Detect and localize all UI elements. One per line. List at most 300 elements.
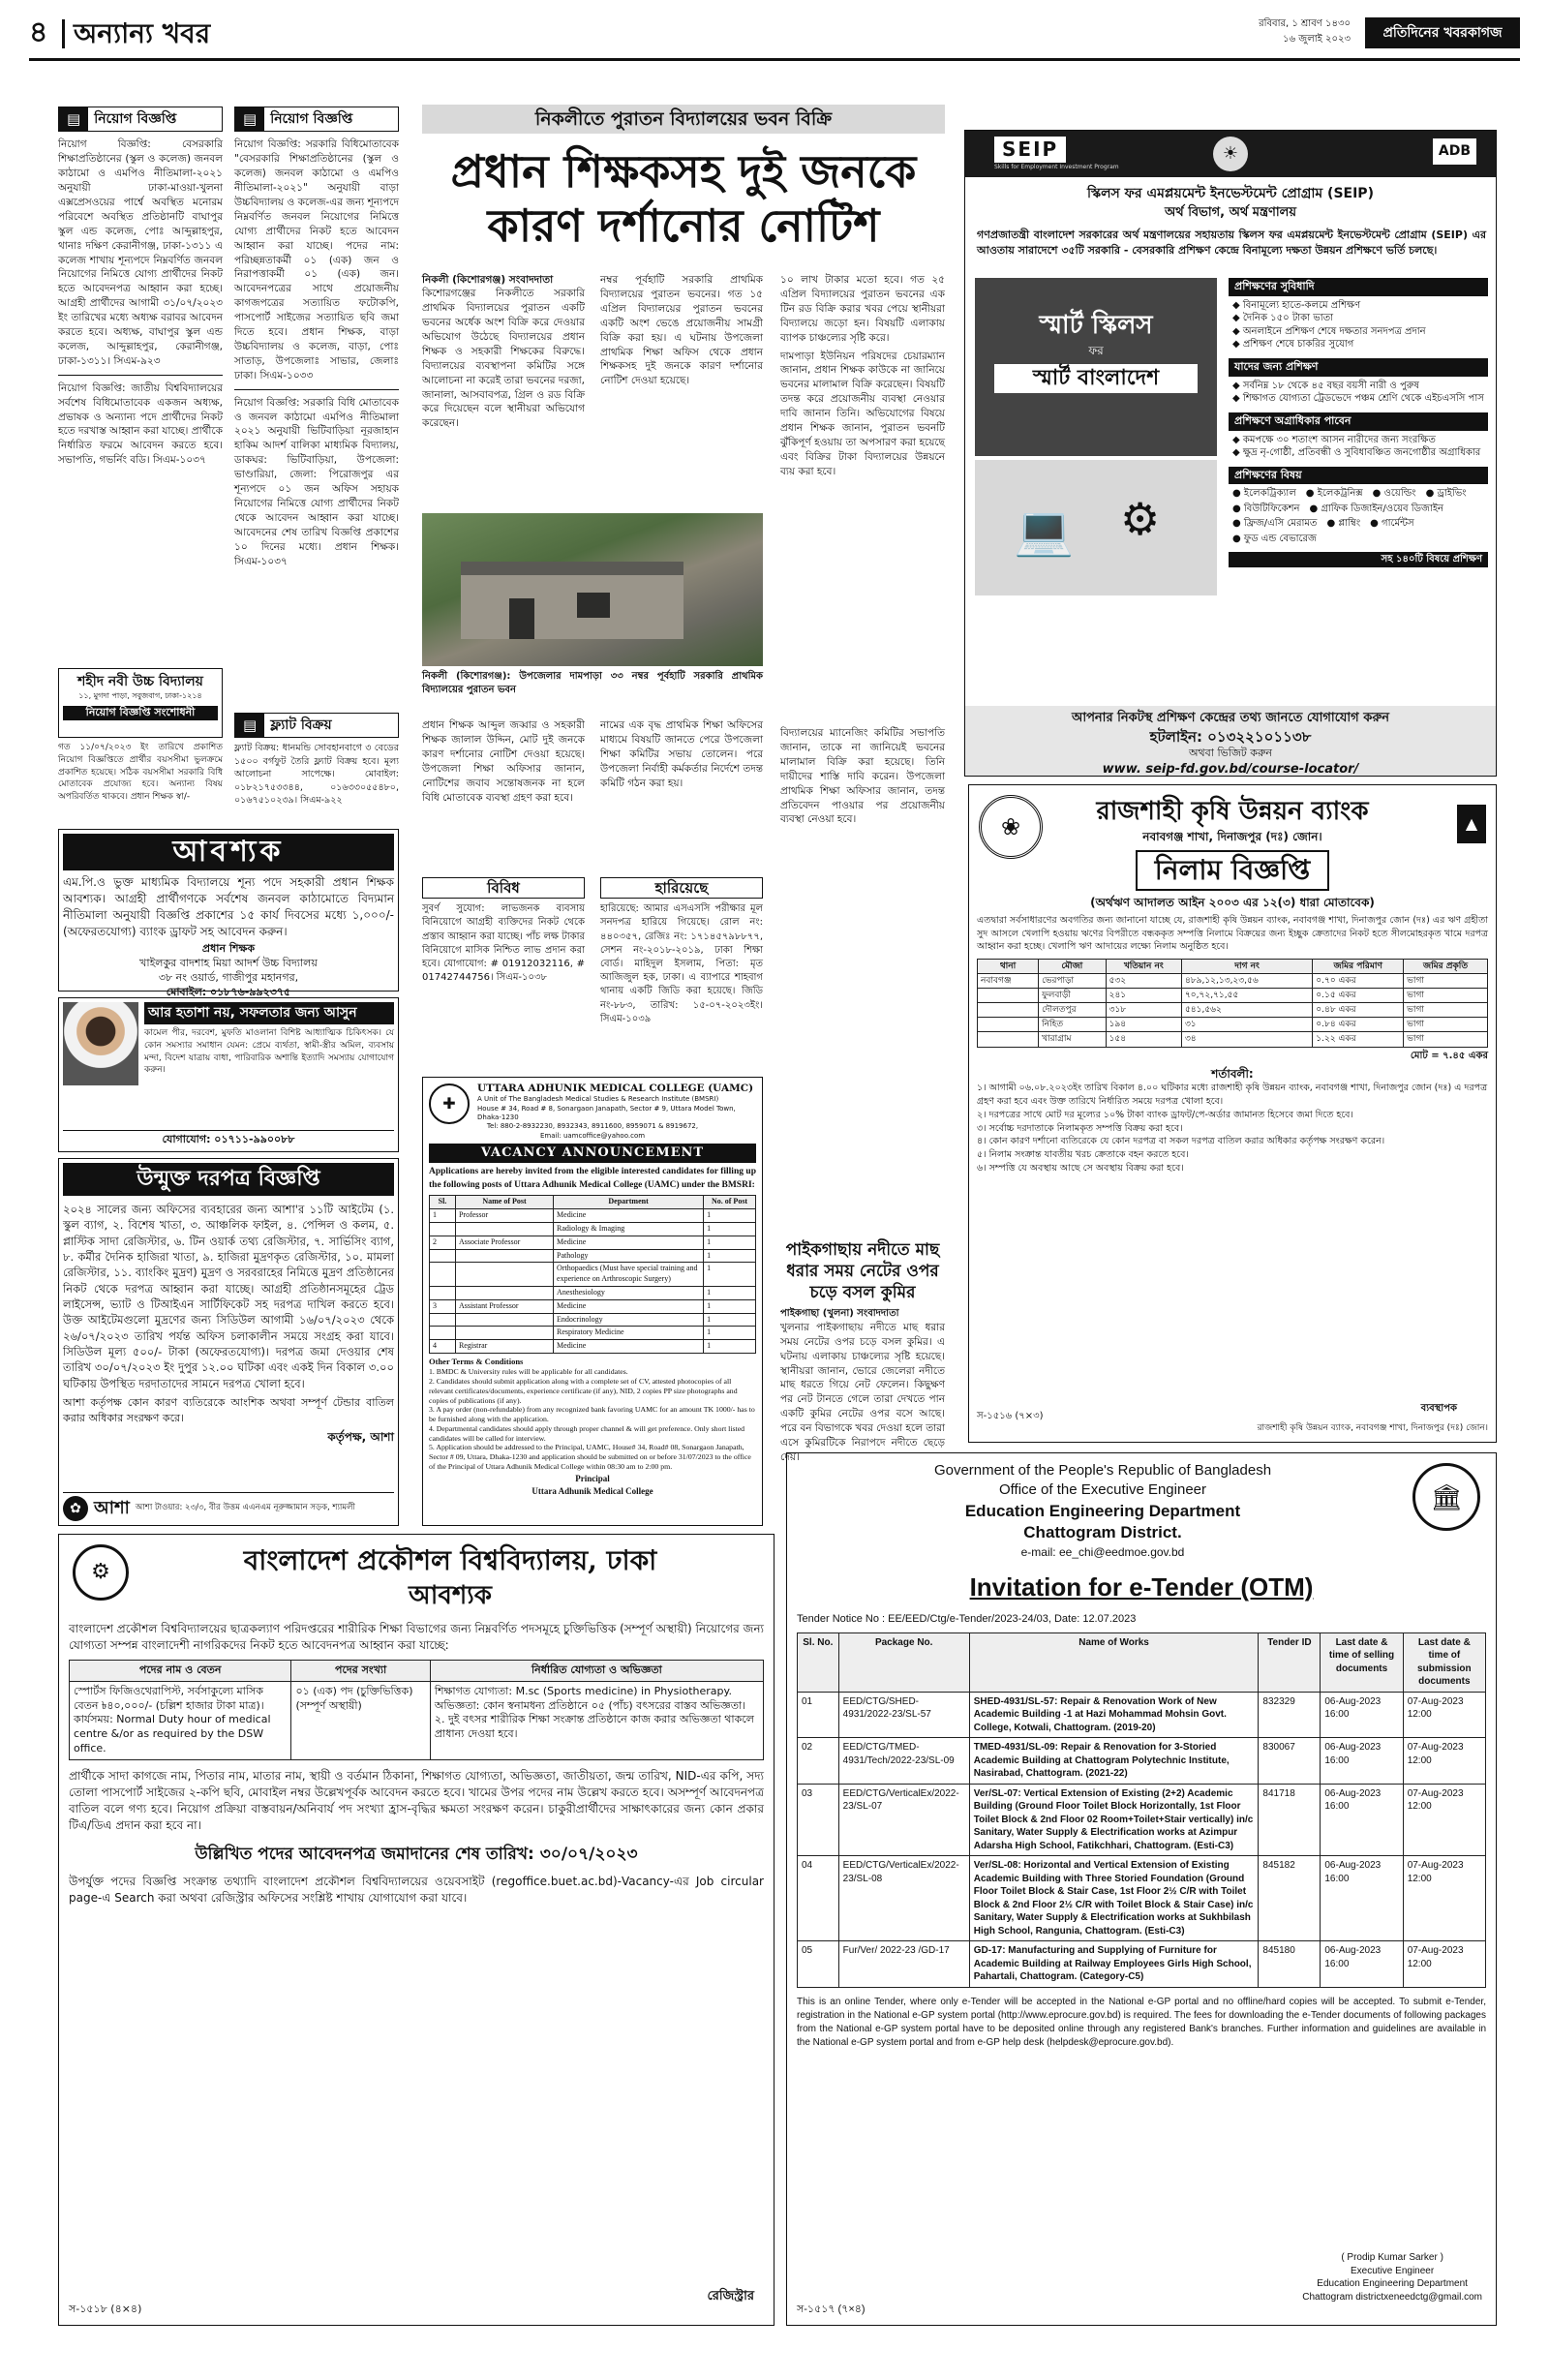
list-item — [1232, 517, 1317, 531]
promo-text: কামেল পীর, দরবেশ, মুফতি মাওলানা বিশিষ্ট আধ্যাত্মিক চিকিৎসক। যে কোন সমস্যার সমাধান যেমন: প্রেমে ব্যর্থতা, স্বামী-স্ত্রীর অমিল, ব্যবসায় মন্দা, বিদেশ যাত্রায় বাধা, পারিবারিক অশান্তি ইত্যাদি সমস্যায় যোগাযোগ করুন। — [144, 1028, 394, 1076]
list-item — [1232, 503, 1300, 516]
list-item — [977, 1162, 1488, 1175]
buet-ad-box — [58, 1534, 774, 2326]
flat-tag: ▤ — [235, 714, 264, 737]
list-item — [1306, 487, 1363, 501]
list-item-text: 2. Candidates should submit application along with a complete set of CV, attested photocopies of all relevant certificates/documents, experience certificate (if any), NID, 2 copies PP size photographs and copies of publications (if any). — [429, 1377, 738, 1405]
table-cell: ১.২২ একর — [1313, 1032, 1404, 1047]
table-row — [70, 1681, 764, 1759]
list-item — [977, 1082, 1488, 1109]
bank-signature-office: রাজশাহী কৃষি উন্নয়ন ব্যাংক, নবাবগঞ্জ শাখা, দিনাজপুর (দঃ) জোন। — [1257, 1422, 1488, 1433]
table-cell: Orthopaedics (Must have special training and experience on Arthroscopic Surgery) — [554, 1263, 704, 1287]
table-cell: ভাগা — [1404, 1003, 1488, 1018]
vacancy-ad-text: এম.পি.ও ভুক্ত মাধ্যমিক বিদ্যালয়ে শূন্য পদে সহকারী প্রধান শিক্ষক আবশ্যক। আগ্রহী প্রার্থীগণকে সর্বশেষ জনবল কাঠামোতে বিদ্যমান নীতিমালা অনুযায়ী বিজ্ঞপ্তি প্রকাশের ১৫ কার্য দিবসের মধ্যে ১,০০০/- (অফেরতযোগ্য) ব্যাংক ড্রাফট সহ আবেদন করুন। — [63, 875, 394, 939]
story-paragraph: দামপাড়া ইউনিয়ন পরিষদের চেয়ারম্যান জানান, প্রধান শিক্ষক কাউকে না জানিয়ে ভবনের মালামাল বিক্রি করেছেন। বিষয়টি তদন্ত করে প্রয়োজনীয় ব্যবস্থা নেওয়ার দাবি জানান তিনি। অভিযোগের বিষয়ে প্রধান শিক্ষক জানান, পুরাতন ভবনটি ঝুঁকিপূর্ণ হওয়ায় তা অপসারণ করা হয়েছে এবং বিক্রির টাকা বিদ্যালয়ের উন্নয়নে ব্যয় করা হবে। — [780, 350, 945, 477]
table-cell — [978, 1003, 1039, 1018]
seip-intro: গণপ্রজাতন্ত্রী বাংলাদেশ সরকারের অর্থ মন্ত্রণালয়ের সহায়তায় স্কিলস ফর এমপ্লয়মেন্ট ইনভেস্টমেন্ট প্রোগ্রাম (SEIP) এর আওতায় সারাদেশে ৩৫টি সরকারি - বেসরকারি প্রশিক্ষণ কেন্দ্রে বিনামূল্যে দক্ষতা উন্নয়ন প্রশিক্ষণে ভর্তি চলছে। — [977, 229, 1486, 257]
table-cell: Registrar — [455, 1340, 553, 1354]
table-cell: নবাবগঞ্জ — [978, 973, 1039, 988]
bank-ad-code: স-১৫১৬ (৭×৩) — [977, 1410, 1044, 1421]
property-table — [977, 959, 1488, 1048]
list-item-text: প্রশিক্ষণ শেষে চাকরির সুযোগ — [1242, 339, 1354, 351]
table-header: খতিয়ান নং — [1106, 959, 1181, 973]
eed-tender-box — [786, 1452, 1497, 2326]
bullet-icon: ◆ — [1232, 434, 1243, 445]
seip-banner-for: ফর — [1088, 344, 1104, 358]
table-cell: 841718 — [1259, 1784, 1321, 1856]
table-cell: ০১ (এক) পদ (চুক্তিভিত্তিক) (সম্পূর্ণ অস্থায়ী) — [291, 1681, 430, 1759]
bullet-icon: ◆ — [1232, 393, 1243, 405]
crocodile-byline: পাইকগাছা (খুলনা) সংবাদদাতা — [780, 1308, 899, 1320]
table-cell — [455, 1286, 553, 1299]
list-item-text: ইলেকট্রনিক্স — [1317, 488, 1363, 500]
table-cell: Endocrinology — [554, 1313, 704, 1327]
table-cell — [430, 1263, 456, 1287]
krishi-bank-ad-box — [968, 784, 1497, 1443]
eed-tender-table — [797, 1632, 1486, 1988]
eed-signer-email: Chattogram districtxeneedctg@gmail.com — [1302, 2291, 1482, 2303]
story-paragraph: ১০ লাখ টাকার মতো হবে। গত ২৫ এপ্রিল বিদ্যালয়ের পুরাতন ভবনের এক টিন রড বিক্রি করার খবর পেয়ে স্থানীয়রা বিদ্যালয়ে জড়ো হন। বিষয়টি এলাকায় ব্যাপক চাঞ্চল্যের সৃষ্টি করে। — [780, 274, 945, 344]
list-item — [1232, 434, 1484, 447]
table-cell: 3 — [430, 1299, 456, 1313]
table-cell: 06-Aug-2023 16:00 — [1321, 1941, 1403, 1988]
uamc-sign-title: Principal — [575, 1474, 610, 1484]
table-row — [430, 1236, 756, 1249]
table-cell: 1 — [704, 1286, 756, 1299]
list-item — [1232, 312, 1484, 325]
list-item-text: ৬। সম্পত্তি যে অবস্থায় আছে সে অবস্থায় বিক্রয় করা হবে। — [977, 1162, 1184, 1174]
eed-dept: Education Engineering Department — [964, 1501, 1241, 1520]
uamc-address: House # 34, Road # 8, Sonargaon Janapath, Sector # 9, Uttara Model Town, Dhaka-1230 — [477, 1104, 736, 1122]
table-header: পদের সংখ্যা — [291, 1660, 430, 1681]
seip-logo: SEIP — [994, 137, 1066, 163]
table-cell: 1 — [704, 1327, 756, 1340]
seip-or: অথবা ভিজিট করুন — [1189, 746, 1272, 759]
column-two — [234, 107, 399, 707]
table-cell: 05 — [798, 1941, 839, 1988]
list-item — [1310, 503, 1444, 516]
asha-logo-icon: ✿ — [63, 1496, 88, 1521]
vacancy-ad-signer: প্রধান শিক্ষক — [201, 942, 256, 956]
buet-subtitle: আবশ্যক — [409, 1580, 492, 1610]
classified-tag: ▤ — [235, 107, 264, 131]
table-header: Last date & time of selling documents — [1321, 1632, 1403, 1692]
table-cell: 1 — [704, 1313, 756, 1327]
flat-sale-box — [234, 713, 399, 819]
table-row — [430, 1263, 756, 1287]
asha-address: আশা টাওয়ার: ২৩/৩, বীর উত্তম এএনএম নূরুজ্জামান সড়ক, শ্যামলী — [135, 1503, 355, 1513]
table-cell: Associate Professor — [455, 1236, 553, 1249]
newspaper-logo: প্রতিদিনের খবরকাগজ — [1365, 17, 1520, 48]
school-box — [58, 668, 223, 738]
table-cell: Respiratory Medicine — [554, 1327, 704, 1340]
table-cell: ৩১ — [1181, 1018, 1312, 1032]
table-cell: 1 — [704, 1249, 756, 1263]
story-photo-caption: নিকলী (কিশোরগঞ্জ): উপজেলার দামপাড়া ৩৩ নম্বর পূর্বহাটি সরকারি প্রাথমিক বিদ্যালয়ের পুরাতন ভবন — [422, 671, 763, 696]
buet-website-note: উপর্যুক্ত পদের বিজ্ঞপ্তি সংক্রান্ত তথ্যাদি বাংলাদেশ প্রকৌশল বিশ্ববিদ্যালয়ের ওয়েবসাইট (regoffice.buet.ac.bd)-Vacancy-এর Job circular page-এ Search করা অথবা রেজিস্ট্রার অফিসের সংশ্লিষ্ট শাখায় যোগাযোগ করা যাবে। — [69, 1875, 764, 1906]
table-cell: শিক্ষাগত যোগ্যতা: M.sc (Sports medicine) in Physiotherapy. অভিজ্ঞতা: কোন স্বনামধন্য প্রতিষ্ঠানে ০৫ (পাঁচ) বৎসরের বাস্তব অভিজ্ঞতা। ২. দুই বৎসর শারীরিক শিক্ষা সংক্রান্ত প্রতিষ্ঠানে কাজ করার অভিজ্ঞতা থাকলে প্রাধান্য দেওয়া হবে। — [430, 1681, 763, 1759]
list-item — [1370, 517, 1413, 531]
table-header: No. of Post — [704, 1196, 756, 1209]
table-cell: স্পোর্টস ফিজিওথেরাপিস্ট, সর্বসাকুল্যে মাসিক বেতন ৳৪০,০০০/- (চল্লিশ হাজার টাকা মাত্র)। কার্যসময়: Normal Duty hour of medical centre &/or as required by the DSW office. — [70, 1681, 291, 1759]
list-item-text: অনলাইনে প্রশিক্ষণ শেষে দক্ষতার সনদপত্র প্রদান — [1242, 325, 1426, 337]
list-item-text: সর্বনিম্ন ১৮ থেকে ৪৫ বছর বয়সী নারী ও পুরুষ — [1242, 380, 1419, 391]
list-item — [1232, 325, 1484, 339]
seip-tagline: Skills for Employment Investment Program — [994, 164, 1119, 170]
list-item — [429, 1405, 756, 1423]
lost-box — [600, 877, 763, 1071]
bullet-icon: ◆ — [1232, 313, 1243, 324]
bullet-icon: ● — [1372, 488, 1384, 500]
buet-logo-icon: ⚙ — [73, 1544, 129, 1601]
table-cell — [430, 1286, 456, 1299]
table-cell: 07-Aug-2023 12:00 — [1403, 1941, 1485, 1988]
eed-tender-title-text: Invitation for e-Tender (OTM) — [969, 1571, 1314, 1602]
table-header: জমির প্রকৃতি — [1404, 959, 1488, 973]
seip-trades-list — [1229, 484, 1488, 548]
story-kicker: নিকলীতে পুরাতন বিদ্যালয়ের ভবন বিক্রি — [422, 105, 945, 134]
issue-date-line2: ১৬ জুলাই ২০২৩ — [1283, 34, 1351, 45]
seip-subtitle: অর্থ বিভাগ, অর্থ মন্ত্রণালয় — [1164, 205, 1297, 220]
laptop-icon: 💻 — [1014, 503, 1075, 559]
gear-icon: ⚙ — [1120, 493, 1161, 545]
list-item — [977, 1135, 1488, 1148]
eed-signer-title: Executive Engineer — [1351, 2265, 1435, 2276]
list-item — [1232, 446, 1484, 460]
classified-header — [58, 107, 223, 132]
conditions-list — [977, 1082, 1488, 1175]
table-cell: ভাগা — [1404, 1018, 1488, 1032]
bullet-icon: ● — [1232, 518, 1244, 530]
table-cell: 06-Aug-2023 16:00 — [1321, 1856, 1403, 1941]
masthead — [29, 17, 1520, 52]
table-cell — [978, 1032, 1039, 1047]
uamc-vacancy-title: VACANCY ANNOUNCEMENT — [429, 1144, 756, 1163]
table-cell: 06-Aug-2023 16:00 — [1321, 1692, 1403, 1738]
bullet-icon: ◆ — [1232, 380, 1243, 391]
flat-label: ফ্ল্যাট বিক্রয় — [270, 717, 332, 733]
seip-who-title: যাদের জন্য প্রশিক্ষণ — [1229, 358, 1488, 377]
seip-banner-line1: স্মার্ট স্কিলস — [1039, 311, 1153, 340]
table-row — [430, 1299, 756, 1313]
job-ad-text: নিয়োগ বিজ্ঞপ্তি: সরকারি বিধিমোতাবেক "বেসরকারি শিক্ষাপ্রতিষ্ঠানের (স্কুল ও কলেজ) জনবল কাঠামো ও এমপিও নীতিমালা-২০২১" অনুযায়ী বাড়া উচ্চবিদ্যালয় ও কলেজ-এর জন্য শূন্যপদে নিম্নবর্ণিত জনবল নিয়োগের নিমিত্তে যোগ্য প্রার্থীদের নিকট হতে আবেদন আহ্বান করা যাচ্ছে। পদের নাম: পরিচ্ছন্নতাকর্মী ০১ (এক) জন ও নিরাপত্তাকর্মী ০১ (এক) জন। আবেদনপত্রের সাথে প্রয়োজনীয় কাগজপত্রের সত্যায়িত ফটোকপি, পাসপোর্ট সাইজের সত্যায়িত ছবি জমা দিতে হবে। প্রধান শিক্ষক, বাড়া উচ্চবিদ্যালয় ও কলেজ, বাড়া, পোঃ সাতাড়, উপজেলাঃ সাভার, জেলাঃ ঢাকা। সিএম-১০৩৩ — [234, 138, 399, 381]
vacancy-ad-title: আবশ্যক — [63, 834, 394, 870]
table-cell: 1 — [430, 1209, 456, 1223]
table-cell: 1 — [704, 1263, 756, 1287]
section-title: অন্যান্য খবর — [74, 17, 211, 49]
table-header: দাগ নং — [1181, 959, 1312, 973]
seip-trades-count: সহ ১৪০টি বিষয়ে প্রশিক্ষণ — [1229, 552, 1488, 567]
section-divider — [62, 19, 65, 48]
open-tender-title: উন্মুক্ত দরপত্র বিজ্ঞপ্তি — [63, 1163, 394, 1196]
eed-logo-icon: 🏛 — [1412, 1463, 1480, 1531]
column-one — [58, 107, 223, 668]
table-cell: 1 — [704, 1209, 756, 1223]
eed-signer-name: ( Prodip Kumar Sarker ) — [1341, 2252, 1443, 2263]
eed-footer-text: This is an online Tender, where only e-Tender will be accepted in the National e-GP portal and no offline/hard copies will be accepted. To submit e-Tender, registration in the National e-GP system portal (http://www.eprocure.gov.bd) is required. The fees for downloading the e-Tender documents of following packages from the National e-GP system portal have to be deposited online through any registered Bank's branches. Further information and guidelines are available in the National e-GP system portal and from e-GP help desk (helpdesk@eprocure.gov.bd). — [797, 1996, 1486, 2049]
promo-phone: যোগাযোগ: ০১৭১১-৯৯০০৮৮ — [63, 1130, 394, 1147]
table-cell: 03 — [798, 1784, 839, 1856]
job-ad-text: নিয়োগ বিজ্ঞপ্তি: জাতীয় বিশ্ববিদ্যালয়ের সর্বশেষ বিধিমোতাবেক একজন অধ্যক্ষ, প্রভাষক ও অন্যান্য পদে প্রার্থীদের নিকট হতে দরখাস্ত আহ্বান করা যাচ্ছে। প্রার্থীকে নির্ধারিত ফরমে আবেদন করতে হবে। সভাপতি, গভর্নিং বডি। সিএম-১০৩৭ — [58, 381, 223, 467]
list-item — [1232, 380, 1484, 393]
story-column-5 — [600, 718, 763, 869]
table-cell: ১৫৪ — [1106, 1032, 1181, 1047]
list-item — [1426, 487, 1467, 501]
open-tender-text: ২০২৪ সালের জন্য অফিসের ব্যবহারের জন্য আশা'র ১১টি আইটেম (১. স্কুল ব্যাগ, ২. বিশেষ খাতা, ৩. আঞ্চলিক ফাইল, ৪. পেন্সিল ও কলম, ৫. প্লাস্টিক সাদা রেজিস্টার, ৬. টিন ওয়ার্ক তথ্য রেজিস্টার, ৭. সার্ভিসিং ব্যাগ, ৮. কর্মীর দৈনিক হাজিরা খাতা, ৯. হাজিরা মুদ্রণকৃত রেজিস্টার, ১০. মামলা রেজিস্টার, ১১. ব্যাংকিং মুদ্রণ) মুদ্রণ ও সরবরাহের নিমিত্তে মুদ্রণ প্রতিষ্ঠানের নিকট থেকে দরপত্র আহ্বান করা যাচ্ছে। আগ্রহী প্রতিষ্ঠানসমূহের ট্রেড লাইসেন্স, ভ্যাট ও টিআইএন সার্টিফিকেট সহ দরপত্র দাখিল করতে হবে। উক্ত আইটেমগুলো মুদ্রণের জন্য সিডিউল আগামী ১৬/০৭/২০২৩ থেকে ২৬/০৭/২০২৩ তারিখ পর্যন্ত অফিস চলাকালীন সময়ে সংগ্রহ করা যাবে। সিডিউল মূল্য ৫০০/- টাকা (অফেরতযোগ্য)। দরপত্র জমা দেওয়ার শেষ তারিখ ৩০/০৭/২০২৩ ইং দুপুর ১২.০০ ঘটিকা এবং একই দিন বিকাল ৩.০০ ঘটিকায় উপস্থিত দরদাতাদের সামনে দরপত্র খোলা হবে। — [63, 1203, 394, 1390]
crocodile-text: খুলনার পাইকগাছায় নদীতে মাছ ধরার সময় নেটের ওপর চড়ে বসল কুমির। এ ঘটনায় এলাকায় চাঞ্চল্যের সৃষ্টি হয়েছে। স্থানীয়রা জানান, ভোরে জেলেরা নদীতে মাছ ধরতে গিয়ে নেট ফেলেন। কিছুক্ষণ পর নেট টানতে গেলে তারা দেখতে পান একটি কুমির নেটের ওপর বসে আছে। পরে বন বিভাগকে খবর দেওয়া হলে তারা এসে কুমিরটিকে নিরাপদে নদীতে ছেড়ে দেয়। — [780, 1321, 945, 1463]
seip-trades-title: প্রশিক্ষণের বিষয় — [1229, 467, 1488, 485]
auction-title-wrap — [977, 850, 1488, 891]
bank-signature: ব্যবস্থাপক — [1420, 1402, 1457, 1414]
table-cell: ২৪১ — [1106, 989, 1181, 1003]
table-cell: Professor — [455, 1209, 553, 1223]
story-paragraph: নামের এক বৃদ্ধ প্রাথমিক শিক্ষা অফিসের মাধ্যমে বিষয়টি জানতে পেরে উপজেলা শিক্ষা কমিটির সভায় তোলেন। পরে উপজেলা নির্বাহী কর্মকর্তার নির্দেশে তদন্ত কমিটি গঠন করা হয়। — [600, 719, 763, 789]
uamc-logo-icon: ✚ — [429, 1083, 470, 1124]
uamc-intro: Applications are hereby invited from the eligible interested candidates for filling up the following posts of Uttara Adhunik Medical College (UAMC) under the BMSRI: — [429, 1167, 756, 1190]
table-cell — [978, 989, 1039, 1003]
bank-logo-right-icon: ▲ — [1457, 805, 1486, 843]
table-cell: TMED-4931/SL-09: Repair & Renovation for 3-Storied Academic Building at Chattogram Polytechnic Institute, Nasirabad, Chattogram. (2021-22) — [969, 1738, 1259, 1785]
list-item-text: ইলেকট্রিক্যাল — [1243, 488, 1296, 500]
list-item — [977, 1148, 1488, 1162]
table-header: Package No. — [838, 1632, 969, 1692]
seip-benefits-list — [1229, 296, 1488, 354]
list-item — [1232, 392, 1484, 406]
list-item-text: ফুড এন্ড বেভারেজ — [1243, 533, 1317, 544]
seip-url-link[interactable]: www. seip-fd.gov.bd/course-locator/ — [1102, 761, 1359, 777]
table-header: Name of Post — [455, 1196, 553, 1209]
building-door — [509, 598, 534, 639]
bullet-icon: ● — [1326, 518, 1339, 530]
bullet-icon: ● — [1232, 533, 1244, 544]
list-item-text: ২। দরপত্রের সাথে মোট দর মূল্যের ১০% টাকা ব্যাংক ড্রাফট/পে-অর্ডার জামানত হিসেবে জমা দিতে হবে। — [977, 1109, 1353, 1120]
table-row — [430, 1340, 756, 1354]
list-item — [1232, 299, 1484, 313]
table-cell: ৩৪ — [1181, 1032, 1312, 1047]
table-cell: Pathology — [554, 1249, 704, 1263]
ad-divider — [58, 375, 223, 376]
table-cell: Medicine — [554, 1236, 704, 1249]
list-item — [1232, 533, 1317, 546]
correction-text: গত ১১/০৭/২০২৩ ইং তারিখে প্রকাশিত নিয়োগ বিজ্ঞপ্তিতে প্রার্থীর বয়সসীমা ভুলক্রমে প্রকাশিত হয়েছে। সঠিক বয়সসীমা সরকারি বিধি মোতাবেক প্রযোজ্য হবে। অন্যান্য বিষয় অপরিবর্তিত থাকবে। প্রধান শিক্ষক স্বা/- — [58, 743, 223, 803]
table-row — [798, 1856, 1486, 1941]
table-cell: EED/CTG/VerticalEx/2022-23/SL-08 — [838, 1856, 969, 1941]
table-header: পদের নাম ও বেতন — [70, 1660, 291, 1681]
list-item — [977, 1122, 1488, 1136]
table-cell: ০.৮৪ একর — [1313, 1018, 1404, 1032]
list-item-text: শিক্ষাগত যোগ্যতা ট্রেডভেদে পঞ্চম শ্রেণি থেকে এইচএসসি পাস — [1242, 393, 1484, 405]
misc-box — [422, 877, 585, 1032]
table-cell: 06-Aug-2023 16:00 — [1321, 1738, 1403, 1785]
asha-footer — [63, 1492, 394, 1521]
table-cell: 06-Aug-2023 16:00 — [1321, 1784, 1403, 1856]
eed-tender-notice: Tender Notice No : EE/EED/Ctg/e-Tender/2023-24/03, Date: 12.07.2023 — [797, 1612, 1137, 1625]
table-cell: দৌলতপুর — [1039, 1003, 1106, 1018]
table-cell: SHED-4931/SL-57: Repair & Renovation Work of New Academic Building -1 at Hazi Mohammad Mohsin Govt. College, Kotwali, Chattogram. (2019-20) — [969, 1692, 1259, 1738]
seip-benefits-title: প্রশিক্ষণের সুবিধাদি — [1229, 278, 1488, 296]
list-item-text: 5. Application should be addressed to the Principal, UAMC, House# 34, Road# 08, Sonargaon Janapath, Sector # 09, Uttara, Dhaka-1230 and application should be submitted on or before 31/07/2023 to the office of the Principal of Uttara Adhunik Medical College within 08:30 am to 2:00 pm. — [429, 1443, 751, 1471]
story-column-3 — [780, 273, 945, 718]
buet-deadline: উল্লিখিত পদের আবেদনপত্র জমাদানের শেষ তারিখ: ৩০/০৭/২০২৩ — [195, 1845, 638, 1865]
eed-office: Office of the Executive Engineer — [998, 1481, 1206, 1499]
table-cell — [430, 1313, 456, 1327]
table-row — [978, 973, 1488, 988]
table-header: Last date & time of submission documents — [1403, 1632, 1485, 1692]
auction-act: (অর্থঋণ আদালত আইন ২০০৩ এর ১২(৩) ধারা মোতাবেক) — [1090, 896, 1375, 910]
bank-branch: নবাবগঞ্জ শাখা, দিনাজপুর (দঃ) জোন। — [1142, 830, 1322, 844]
list-item — [977, 1109, 1488, 1122]
seip-contact: আপনার নিকটস্থ প্রশিক্ষণ কেন্দ্রের তথ্য জানতে যোগাযোগ করুন — [1071, 711, 1390, 725]
list-item-text: দৈনিক ১৫০ টাকা ভাতা — [1242, 313, 1334, 324]
table-cell — [455, 1313, 553, 1327]
seip-pref-list — [1229, 431, 1488, 463]
vacancy-ad-school: খাইলকুর বাদশাহ মিয়া আদর্শ উচ্চ বিদ্যালয় — [139, 956, 318, 969]
table-cell — [430, 1222, 456, 1236]
table-row — [798, 1784, 1486, 1856]
issue-date-line1: রবিবার, ১ শ্রাবণ ১৪৩০ — [1259, 18, 1351, 29]
table-cell: 04 — [798, 1856, 839, 1941]
uamc-email: Email: uamcoffice@yahoo.com — [539, 1131, 646, 1140]
table-cell: 07-Aug-2023 12:00 — [1403, 1692, 1485, 1738]
table-cell: ৫৪১,৫৬২ — [1181, 1003, 1312, 1018]
masthead-rule — [29, 58, 1520, 61]
buet-position-table — [69, 1660, 764, 1760]
table-row — [978, 989, 1488, 1003]
bank-logo-icon: ❀ — [979, 795, 1043, 859]
story-headline-line1: প্রধান শিক্ষকসহ দুই জনকে — [450, 145, 917, 198]
table-cell: 2 — [430, 1236, 456, 1249]
list-item — [429, 1377, 756, 1405]
uamc-terms-list — [429, 1367, 756, 1471]
buet-body: প্রার্থীকে সাদা কাগজে নাম, পিতার নাম, মাতার নাম, স্থায়ী ও বর্তমান ঠিকানা, শিক্ষাগত যোগ্যতা, অভিজ্ঞতা, জাতীয়তা, জন্ম তারিখ, NID-এর কপি, সদ্য তোলা পাসপোর্ট সাইজের ২-কপি ছবি, মোবাইল নম্বর উল্লেখপূর্বক আবেদন করতে হবে। খামের উপর পদের নাম উল্লেখ করতে হবে। অসম্পূর্ণ আবেদনপত্র বাতিল বলে গণ্য হবে। নিয়োগ প্রক্রিয়া বাস্তবায়ন/অনিবার্য পদ সংখ্যা হ্রাস-বৃদ্ধির ক্ষমতা সংরক্ষণ করেন। চাকুরীপ্রার্থীদের সাক্ষাৎকারের জন্য কোন প্রকার টিএ/ডিএ প্রদান করা হবে না। — [69, 1769, 764, 1833]
table-cell: Medicine — [554, 1209, 704, 1223]
eed-signature — [1302, 2251, 1482, 2304]
table-cell: ৭০,৭২,৭১,৫৫ — [1181, 989, 1312, 1003]
list-item-text: ওয়েল্ডিং — [1383, 488, 1416, 500]
table-cell — [455, 1249, 553, 1263]
eed-gov: Government of the People's Republic of Bangladesh — [933, 1462, 1272, 1479]
promo-photo — [63, 1002, 138, 1085]
uamc-terms-title: Other Terms & Conditions — [429, 1356, 524, 1366]
eed-ad-code: স-১৫১৭ (৭×৪) — [797, 2304, 866, 2316]
list-item-text: ফ্রিজ/এসি মেরামত — [1243, 518, 1318, 530]
table-header: Department — [554, 1196, 704, 1209]
uamc-phone: Tel: 880-2-8932230, 8932343, 8911600, 8959071 & 8919672, — [486, 1122, 699, 1131]
table-cell — [430, 1327, 456, 1340]
table-header: Tender ID — [1259, 1632, 1321, 1692]
table-cell: ৪৮৯,১২,১৩,২৩,৫৬ — [1181, 973, 1312, 988]
seip-hotline: হটলাইন: ০১৩২২১০১১৩৮ — [1149, 727, 1312, 746]
flat-sale-text: ফ্ল্যাট বিক্রয়: ধানমন্ডি সোবহানবাগে ৩ বেডের ১৫০০ বর্গফুট তৈরি ফ্ল্যাট বিক্রয় হবে। মূল্য আলোচনা সাপেক্ষে। মোবাইল: ০১৮২১৭৫৩৩৪৪, ০১৬৩৩০৫৫৪৮০, ০১৬৭৫১০২৩৯। সিএম-৯২২ — [234, 743, 399, 807]
table-cell: 1 — [704, 1222, 756, 1236]
table-cell: EED/CTG/VerticalEx/2022-23/SL-07 — [838, 1784, 969, 1856]
list-item-text: গ্রাফিক ডিজাইন/ওয়েব ডিজাইন — [1321, 503, 1444, 514]
vacancy-ad-address: ৩৮ নং ওয়ার্ড, গাজীপুর মহানগর, — [158, 970, 299, 984]
table-row — [978, 1018, 1488, 1032]
list-item-text: 3. A pay order (non-refundable) from any recognized bank favoring UAMC for an amount TK 1000/- has to be furnished along with the application. — [429, 1405, 755, 1424]
table-cell: 1 — [704, 1340, 756, 1354]
table-header-row — [798, 1632, 1486, 1692]
classified-tag: ▤ — [59, 107, 88, 131]
table-cell: ভেরপাড়া — [1039, 973, 1106, 988]
table-cell: Ver/SL-08: Horizontal and Vertical Extension of Existing Academic Building with Three Storied Foundation (Ground Floor Toilet Block & Stair Case, 1st Floor 2½ C/R with Toilet Block & 2nd Floor 2½ C/R with Toilet Block & Stair Case) in/c Sanitary, Water Supply & Electrification works at Sukhbilash High School, Rangunia, Chattogram. (Esti-C3) — [969, 1856, 1259, 1941]
open-tender-sign: কর্তৃপক্ষ, আশা — [327, 1430, 394, 1445]
school-building-shape — [461, 562, 683, 639]
table-cell: 1 — [704, 1299, 756, 1313]
list-item — [429, 1424, 756, 1443]
list-item-text: গার্মেন্টস — [1382, 518, 1414, 530]
misc-title: বিবিধ — [422, 877, 585, 899]
bullet-icon: ● — [1232, 503, 1244, 514]
story-paragraph: প্রধান শিক্ষক আব্দুল জব্বার ও সহকারী শিক্ষক জালাল উদ্দিন, মোট দুই জনকে কারণ দর্শানোর নোটিশ দেওয়া হয়েছে। উপজেলা শিক্ষা অফিসার জানান, নোটিশের জবাব সন্তোষজনক না হলে বিধি মোতাবেক ব্যবস্থা গ্রহণ করা হবে। — [422, 719, 585, 804]
lost-title: হারিয়েছে — [600, 877, 763, 899]
adb-logo: ADB — [1433, 138, 1476, 165]
seip-banner-line2: স্মার্ট বাংলাদেশ — [994, 364, 1198, 393]
table-row — [978, 1032, 1488, 1047]
list-item-text: ড্রাইভিং — [1437, 488, 1467, 500]
table-cell: ৫৩২ — [1106, 973, 1181, 988]
page-number: ৪ — [29, 15, 48, 49]
table-header-row — [70, 1660, 764, 1681]
table-cell: ০.৪৮ একর — [1313, 1003, 1404, 1018]
table-row — [430, 1286, 756, 1299]
bullet-icon: ● — [1309, 503, 1321, 514]
job-ad-text: নিয়োগ বিজ্ঞপ্তি: সরকারি বিধি মোতাবেক ও জনবল কাঠামো এমপিও নীতিমালা ২০২১ অনুযায়ী ভিটিবাড়িয়া নূরজাহান হাকিম আদর্শ বালিকা মাধ্যমিক বিদ্যালয়, ডাকঘর: ভিটিবাড়িয়া, উপজেলা: ভাণ্ডারিয়া, জেলা: পিরোজপুর এর শূন্যপদে ০১ জন অফিস সহায়ক নিয়োগের নিমিত্তে যোগ্য প্রার্থীদের নিকট থেকে আবেদন আহ্বান করা যাচ্ছে। আবেদনের শেষ তারিখ বিজ্ঞপ্তি প্রকাশের ১০ দিনের মধ্যে। প্রধান শিক্ষক। সিএম-১০৩৭ — [234, 396, 399, 567]
list-item — [1232, 338, 1484, 351]
seip-info-panel — [1229, 278, 1488, 704]
table-cell: Ver/SL-07: Vertical Extension of Existing (2+2) Academic Building (Ground Floor Toilet Block Horizontally, 1st Floor Toilet Block & 2nd Floor 02 Room+Toilet+Stair vertically) in/c Sanitary, Water Supply & Electrification works at Azimpur Adarsha High School, Fatikchhari, Chattogram. (Esti-C3) — [969, 1784, 1259, 1856]
table-cell: Assistant Professor — [455, 1299, 553, 1313]
table-cell — [978, 1018, 1039, 1032]
job-ad-text: নিয়োগ বিজ্ঞপ্তি: বেসরকারি শিক্ষাপ্রতিষ্ঠানের (স্কুল ও কলেজ) জনবল কাঠামো ও এমপিও নীতিমালা-২০২১ অনুযায়ী ঢাকা-মাওয়া-খুলনা এক্সপ্রেসওয়ের পার্শ্বে অবস্থিত মনোরম পরিবেশে অবস্থিত প্রতিষ্ঠানটি বাঘাপুর স্কুল এন্ড কলেজ, পোঃ আব্দুল্লাহপুর, থানাঃ দক্ষিণ কেরানীগঞ্জ, ঢাকা-১৩১১ এ কলেজ শাখায় শূন্যপদে নিম্নবর্ণিত জনবল নিয়োগের নিমিত্তে যোগ্য প্রার্থীদের নিকট হতে আবেদনপত্র আহ্বান করা হচ্ছে। আগ্রহী প্রার্থীদের আগামী ৩১/০৭/২০২৩ ইং তারিখের মধ্যে অধ্যক্ষ বরাবর আবেদন করতে হবে। অধ্যক্ষ, বাঘাপুর স্কুল এন্ড কলেজ, আব্দুল্লাহপুর, কেরানীগঞ্জ, ঢাকা-১৩১১। সিএম-৯২৩ — [58, 138, 223, 367]
story-photo — [422, 513, 763, 666]
table-cell: ৩১৮ — [1106, 1003, 1181, 1018]
seip-title: স্কিলস ফর এমপ্লয়মেন্ট ইনভেস্টমেন্ট প্রোগ্রাম (SEIP) — [1087, 186, 1374, 201]
table-row — [978, 1003, 1488, 1018]
table-header: Name of Works — [969, 1632, 1259, 1692]
table-cell: 07-Aug-2023 12:00 — [1403, 1738, 1485, 1785]
table-header: মৌজা — [1039, 959, 1106, 973]
table-cell: Medicine — [554, 1340, 704, 1354]
table-cell: 07-Aug-2023 12:00 — [1403, 1856, 1485, 1941]
table-cell: ভাগা — [1404, 989, 1488, 1003]
classified-header — [234, 107, 399, 132]
classified-label: নিয়োগ বিজ্ঞপ্তি — [94, 110, 177, 127]
table-header: থানা — [978, 959, 1039, 973]
vacancy-ad-mobile: মোবাইল: ০১৮৭৬-৯৯২৩৭৫ — [166, 985, 291, 998]
list-item-text: বিনামূল্যে হাতে-কলমে প্রশিক্ষণ — [1242, 299, 1361, 311]
list-item-text: ৪। কোন কারণ দর্শানো ব্যতিরেকে যে কোন দরপত্র বা সকল দরপত্র বাতিল করার অধিকার কর্তৃপক্ষ সংরক্ষণ করেন। — [977, 1136, 1385, 1147]
table-cell: ০.১৫ একর — [1313, 989, 1404, 1003]
table-cell — [455, 1327, 553, 1340]
story-paragraph: বিদ্যালয়ের ম্যানেজিং কমিটির সভাপতি জানান, তাকে না জানিয়েই ভবনের মালামাল বিক্রি করা হয়েছে। তিনি দায়ীদের শাস্তি দাবি করেন। উপজেলা প্রাথমিক শিক্ষা অফিসার জানান, তদন্ত প্রতিবেদন পাওয়ার পর প্রয়োজনীয় ব্যবস্থা নেওয়া হবে। — [780, 727, 945, 826]
auction-intro: এতদ্বারা সর্বসাধারণের অবগতির জন্য জানানো যাচ্ছে যে, রাজশাহী কৃষি উন্নয়ন ব্যাংক, নবাবগঞ্জ শাখা, দিনাজপুর জোন (দঃ) এর ঋণ গ্রহীতা সুদ আসলে খেলাপি হওয়ায় ঋণের বিপরীতে বন্ধককৃত সম্পত্তি নিলামে বিক্রয়ের জন্য ইচ্ছুক ক্রেতাদের নিকট হতে সীলমোহরকৃত খামে দরপত্র আহ্বান করা হচ্ছে। খেলাপি ঋণ আদায়ের লক্ষ্যে নিলাম অনুষ্ঠিত হবে। — [977, 915, 1488, 953]
school-address: ১১, মুগদা পাড়া, সবুজবাগ, ঢাকা-১২১৪ — [78, 690, 202, 700]
table-cell: 07-Aug-2023 12:00 — [1403, 1784, 1485, 1856]
promo-box — [58, 997, 399, 1152]
uamc-name: UTTARA ADHUNIK MEDICAL COLLEGE (UAMC) — [477, 1083, 754, 1094]
table-cell: 845180 — [1259, 1941, 1321, 1988]
eed-email: e-mail: ee_chi@eedmoe.gov.bd — [1020, 1545, 1185, 1560]
bullet-icon: ◆ — [1232, 447, 1243, 459]
bullet-icon: ◆ — [1232, 325, 1243, 337]
list-item-text: ৩। সর্বোচ্চ দরদাতাকে নিলামকৃত সম্পত্তি বিক্রয় করা হবে। — [977, 1122, 1183, 1134]
list-item-text: ক্ষুদ্র নৃ-গোষ্ঠী, প্রতিবন্ধী ও সুবিধাবঞ্চিত জনগোষ্ঠীর অগ্রাধিকার — [1242, 447, 1481, 459]
bullet-icon: ● — [1425, 488, 1438, 500]
table-header: নির্ধারিত যোগ্যতা ও অভিজ্ঞতা — [430, 1660, 763, 1681]
table-cell: ভাগা — [1404, 1032, 1488, 1047]
open-tender-box — [58, 1158, 399, 1526]
